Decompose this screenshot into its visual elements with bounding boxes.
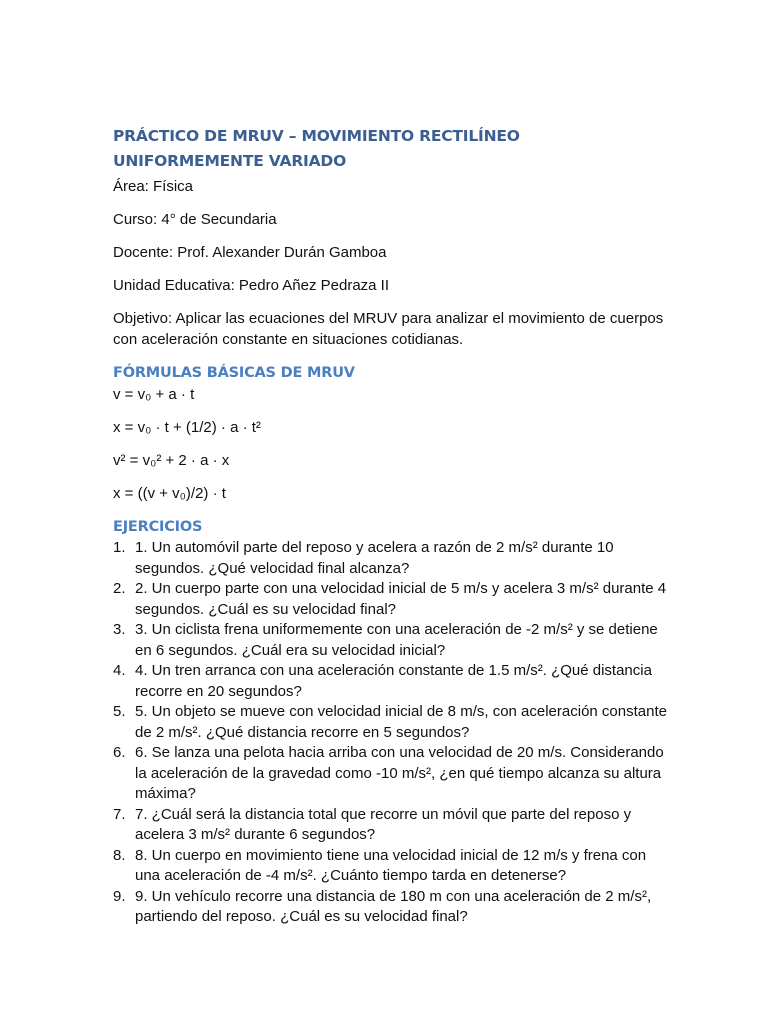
list-item [113,887,673,928]
list-item-number: 8. [113,846,126,864]
formula-3: v² = v₀² + 2 · a · x [113,452,230,469]
list-item-text: 9. Un vehículo recorre una distancia de 180 m con una aceleración de 2 m/s², partiendo del reposo. ¿Cuál es su velocidad final? [135,887,652,925]
list-item-number: 9. [113,887,126,905]
list-item-number: 5. [113,703,126,720]
list-item [113,579,673,620]
exercises-heading: EJERCICIOS [113,519,203,535]
list-item-text: 1. Un automóvil parte del reposo y acelera a razón de 2 m/s² durante 10 segundos. ¿Qué velocidad final alcanza? [135,539,614,577]
formula-4: x = ((v + v₀)/2) · t [113,485,226,502]
objetivo-paragraph: Objetivo: Aplicar las ecuaciones del MRUV para analizar el movimiento de cuerpos con aceleración constante en situaciones cotidianas. [113,310,664,348]
exercises-list [113,538,673,928]
list-item-number: 7. [113,805,126,823]
formulas-heading: FÓRMULAS BÁSICAS DE MRUV [113,365,355,381]
list-item-text: 5. Un objeto se mueve con velocidad inicial de 8 m/s, con aceleración constante de 2 m/s². ¿Qué distancia recorre en 5 segundos? [135,703,667,741]
list-item-text: 6. Se lanza una pelota hacia arriba con una velocidad de 20 m/s. Considerando la aceleración de la gravedad como -10 m/s², ¿en qué tiempo alcanza su altura máxima? [135,744,664,802]
list-item-number: 2. [113,580,126,597]
formula-1: v = v₀ + a · t [113,386,195,403]
list-item [113,743,673,805]
document-page [113,124,673,928]
list-item-text: 8. Un cuerpo en movimiento tiene una velocidad inicial de 12 m/s y frena con una aceleración de -4 m/s². ¿Cuánto tiempo tarda en detenerse? [135,846,647,884]
list-item [113,538,673,579]
list-item [113,661,673,702]
list-item-text: 7. ¿Cuál será la distancia total que recorre un móvil que parte del reposo y acelera 3 m/s² durante 6 segundos? [135,805,632,843]
list-item [113,620,673,661]
document-title: PRÁCTICO DE MRUV – MOVIMIENTO RECTILÍNEO UNIFORMEMENTE VARIADO [113,127,520,170]
list-item [113,846,673,887]
area-line: Área: Física [113,178,194,195]
list-item-number: 3. [113,621,126,638]
list-item-text: 4. Un tren arranca con una aceleración constante de 1.5 m/s². ¿Qué distancia recorre en 20 segundos? [135,662,652,700]
list-item [113,702,673,743]
list-item-number: 6. [113,744,126,761]
curso-line: Curso: 4° de Secundaria [113,211,277,228]
unidad-line: Unidad Educativa: Pedro Añez Pedraza II [113,277,390,294]
docente-line: Docente: Prof. Alexander Durán Gamboa [113,244,387,261]
list-item-text: 3. Un ciclista frena uniformemente con una aceleración de -2 m/s² y se detiene en 6 segundos. ¿Cuál era su velocidad inicial? [135,621,658,659]
list-item-number: 4. [113,662,126,679]
list-item-number: 1. [113,539,126,556]
list-item [113,805,673,846]
formula-2: x = v₀ · t + (1/2) · a · t² [113,419,261,436]
list-item-text: 2. Un cuerpo parte con una velocidad inicial de 5 m/s y acelera 3 m/s² durante 4 segundos. ¿Cuál es su velocidad final? [135,580,667,618]
